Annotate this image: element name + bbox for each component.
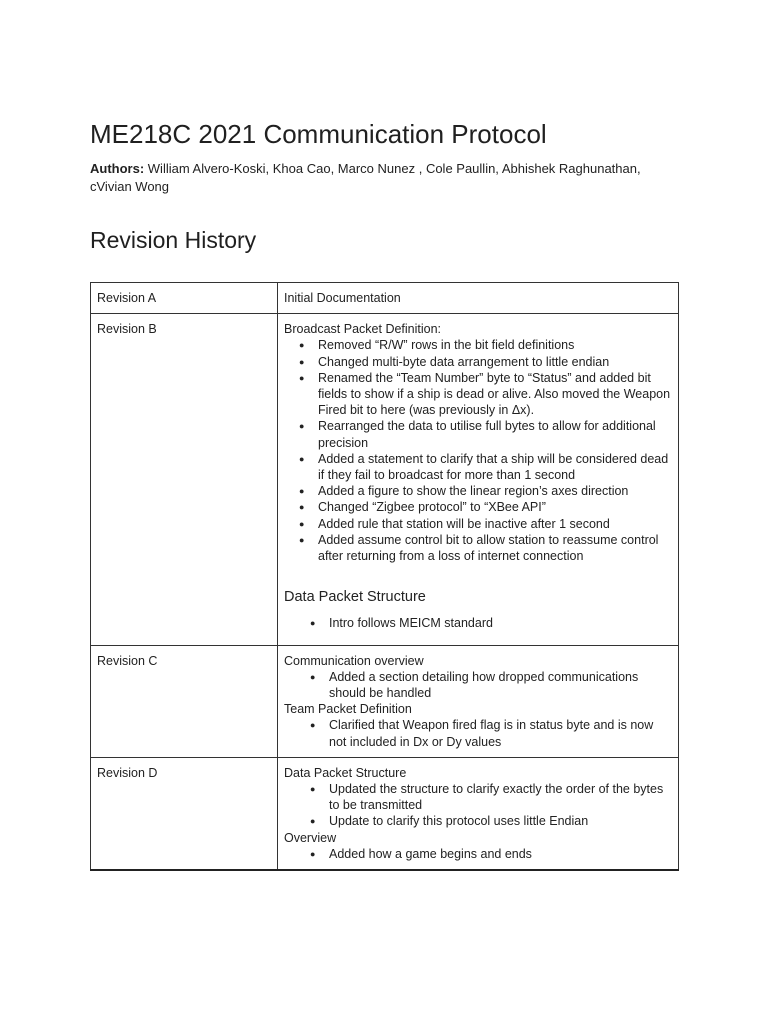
change-list: [284, 717, 672, 749]
revision-table: [90, 282, 679, 871]
revision-content: [278, 314, 679, 645]
revision-id: Revision B: [91, 314, 278, 645]
list-item: ● Updated the structure to clarify exactly the order of the bytes to be transmitted: [284, 781, 672, 813]
authors-names: William Alvero-Koski, Khoa Cao, Marco Nunez , Cole Paullin, Abhishek Raghunathan, cVivian Wong: [90, 161, 641, 194]
change-group-heading: Broadcast Packet Definition:: [284, 322, 442, 337]
change-group-heading: Data Packet Structure: [284, 765, 407, 780]
list-item: ● Changed multi-byte data arrangement to little endian: [284, 354, 672, 370]
revision-history-heading: Revision History: [90, 227, 257, 253]
list-item: ● Added rule that station will be inactive after 1 second: [284, 516, 672, 532]
change-group-subheading: Data Packet Structure: [284, 589, 426, 606]
list-item: ● Renamed the “Team Number” byte to “Status” and added bit fields to show if a ship is dead or alive. Also moved the Weapon Fired bit to here (was previously in Δx).: [284, 370, 672, 419]
change-group-heading: Team Packet Definition: [284, 702, 412, 717]
table-row: [91, 757, 679, 870]
list-item: ● Added a figure to show the linear region’s axes direction: [284, 483, 672, 499]
change-list: [284, 781, 672, 830]
revision-id: Revision D: [91, 757, 278, 870]
list-item: ● Removed “R/W” rows in the bit field definitions: [284, 337, 672, 353]
change-list: [284, 615, 672, 631]
change-group-heading: Overview: [284, 830, 337, 845]
table-row: [91, 314, 679, 645]
list-item: ● Added how a game begins and ends: [284, 846, 672, 862]
list-item: ● Added a statement to clarify that a ship will be considered dead if they fail to broadcast for more than 1 second: [284, 451, 672, 483]
list-item: ● Update to clarify this protocol uses little Endian: [284, 813, 672, 829]
list-item: ● Intro follows MEICM standard: [284, 615, 672, 631]
revision-content: Initial Documentation: [278, 283, 679, 314]
revision-id: Revision A: [91, 283, 278, 314]
change-group-heading: Communication overview: [284, 653, 424, 668]
list-item: ● Clarified that Weapon fired flag is in status byte and is now not included in Dx or Dy values: [284, 717, 672, 749]
list-item: ● Added assume control bit to allow station to reassume control after returning from a loss of internet connection: [284, 532, 672, 564]
revision-content: [278, 645, 679, 757]
table-row: [91, 645, 679, 757]
document-title: ME218C 2021 Communication Protocol: [90, 119, 547, 149]
change-list: [284, 337, 672, 564]
revision-id: Revision C: [91, 645, 278, 757]
list-item: ● Rearranged the data to utilise full bytes to allow for additional precision: [284, 418, 672, 450]
authors-line: [90, 160, 680, 196]
list-item: ● Changed “Zigbee protocol” to “XBee API”: [284, 499, 672, 515]
document-page: [90, 118, 680, 871]
authors-label: Authors:: [90, 161, 145, 176]
change-list: [284, 846, 672, 862]
table-row: [91, 283, 679, 314]
change-list: [284, 669, 672, 701]
revision-content: [278, 757, 679, 870]
list-item: ● Added a section detailing how dropped communications should be handled: [284, 669, 672, 701]
